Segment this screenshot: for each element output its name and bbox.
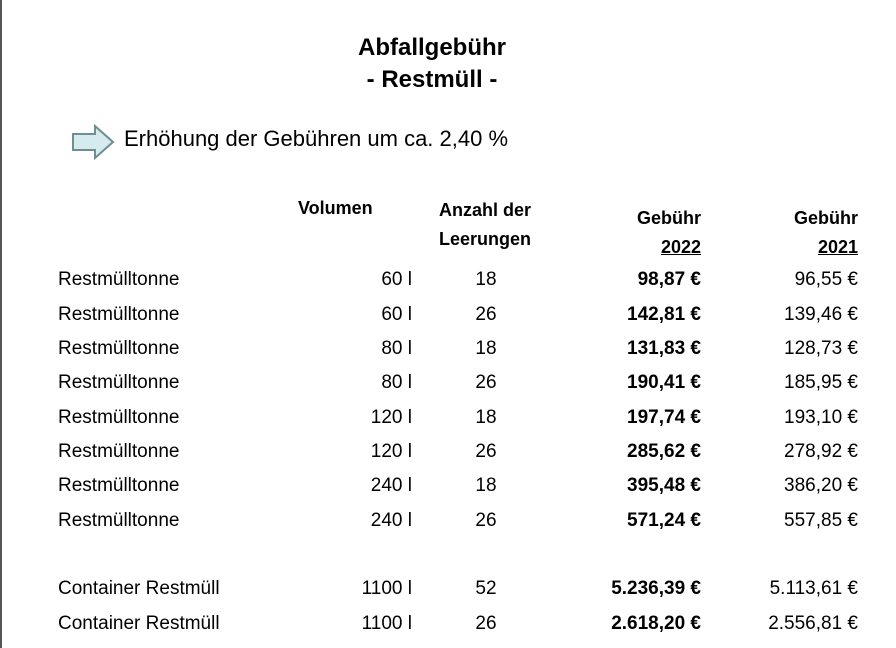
row-gebuehr-2021: 2.556,81 € — [768, 613, 858, 634]
row-volumen: 120 l — [370, 441, 412, 462]
row-gebuehr-2022: 5.236,39 € — [611, 578, 701, 599]
row-volumen: 1100 l — [361, 578, 412, 599]
row-gebuehr-2021: 193,10 € — [784, 407, 858, 428]
row-gebuehr-2021: 278,92 € — [784, 441, 858, 462]
row-gebuehr-2022: 197,74 € — [627, 407, 701, 428]
row-name: Restmülltonne — [58, 510, 180, 531]
header-anzahl-line2: Leerungen — [438, 229, 531, 249]
table-row — [0, 300, 896, 330]
row-anzahl: 18 — [475, 475, 497, 496]
row-name: Container Restmüll — [58, 578, 220, 599]
table-row — [0, 574, 896, 604]
row-anzahl: 18 — [475, 269, 497, 290]
row-gebuehr-2021: 96,55 € — [794, 269, 858, 290]
row-volumen: 60 l — [381, 269, 412, 290]
row-name: Restmülltonne — [58, 407, 180, 428]
table-row — [0, 403, 896, 433]
row-name: Restmülltonne — [58, 441, 180, 462]
row-gebuehr-2021: 139,46 € — [784, 304, 858, 325]
row-gebuehr-2021: 5.113,61 € — [769, 578, 858, 599]
row-anzahl: 52 — [475, 578, 497, 599]
row-volumen: 240 l — [370, 510, 412, 531]
row-volumen: 120 l — [370, 407, 412, 428]
row-gebuehr-2021: 128,73 € — [784, 338, 858, 359]
row-name: Restmülltonne — [58, 304, 180, 325]
row-gebuehr-2022: 98,87 € — [637, 269, 701, 290]
header-gebuehr-2021 — [794, 204, 858, 262]
row-gebuehr-2021: 386,20 € — [784, 475, 858, 496]
table-row — [0, 368, 896, 398]
row-gebuehr-2022: 285,62 € — [627, 441, 701, 462]
row-anzahl: 26 — [475, 510, 497, 531]
row-anzahl: 26 — [475, 372, 497, 393]
row-gebuehr-2022: 131,83 € — [627, 338, 701, 359]
row-volumen: 80 l — [381, 372, 412, 393]
row-gebuehr-2022: 142,81 € — [627, 304, 701, 325]
row-volumen: 1100 l — [361, 613, 412, 634]
table-row — [0, 471, 896, 501]
row-volumen: 240 l — [370, 475, 412, 496]
row-name: Container Restmüll — [58, 613, 220, 634]
table-row — [0, 334, 896, 364]
right-arrow-icon — [71, 124, 115, 160]
header-gebuehr-2022 — [637, 204, 701, 262]
table-row — [0, 506, 896, 536]
header-anzahl — [420, 196, 550, 254]
table-row — [0, 609, 896, 639]
row-anzahl: 26 — [475, 441, 497, 462]
row-anzahl: 18 — [475, 407, 497, 428]
row-gebuehr-2021: 557,85 € — [784, 510, 858, 531]
page-subtitle: - Restmüll - — [366, 66, 498, 93]
header-gebuehr-2021-year: 2021 — [817, 237, 858, 257]
header-volumen: Volumen — [298, 198, 373, 218]
page-title: Abfallgebühr — [358, 34, 506, 61]
header-anzahl-line1: Anzahl der — [438, 200, 531, 220]
header-gebuehr-2022-line1: Gebühr — [636, 208, 701, 228]
row-gebuehr-2022: 395,48 € — [627, 475, 701, 496]
row-name: Restmülltonne — [58, 475, 180, 496]
row-gebuehr-2022: 571,24 € — [627, 510, 701, 531]
row-name: Restmülltonne — [58, 269, 180, 290]
row-name: Restmülltonne — [58, 372, 180, 393]
header-gebuehr-2021-line1: Gebühr — [793, 208, 858, 228]
table-row — [0, 437, 896, 467]
info-text: Erhöhung der Gebühren um ca. 2,40 % — [124, 126, 509, 151]
table-row — [0, 265, 896, 295]
row-gebuehr-2022: 2.618,20 € — [611, 613, 701, 634]
row-anzahl: 26 — [475, 613, 497, 634]
row-volumen: 80 l — [381, 338, 412, 359]
row-volumen: 60 l — [381, 304, 412, 325]
row-gebuehr-2021: 185,95 € — [784, 372, 858, 393]
row-gebuehr-2022: 190,41 € — [627, 372, 701, 393]
row-anzahl: 18 — [475, 338, 497, 359]
header-gebuehr-2022-year: 2022 — [660, 237, 701, 257]
row-name: Restmülltonne — [58, 338, 180, 359]
row-anzahl: 26 — [475, 304, 497, 325]
